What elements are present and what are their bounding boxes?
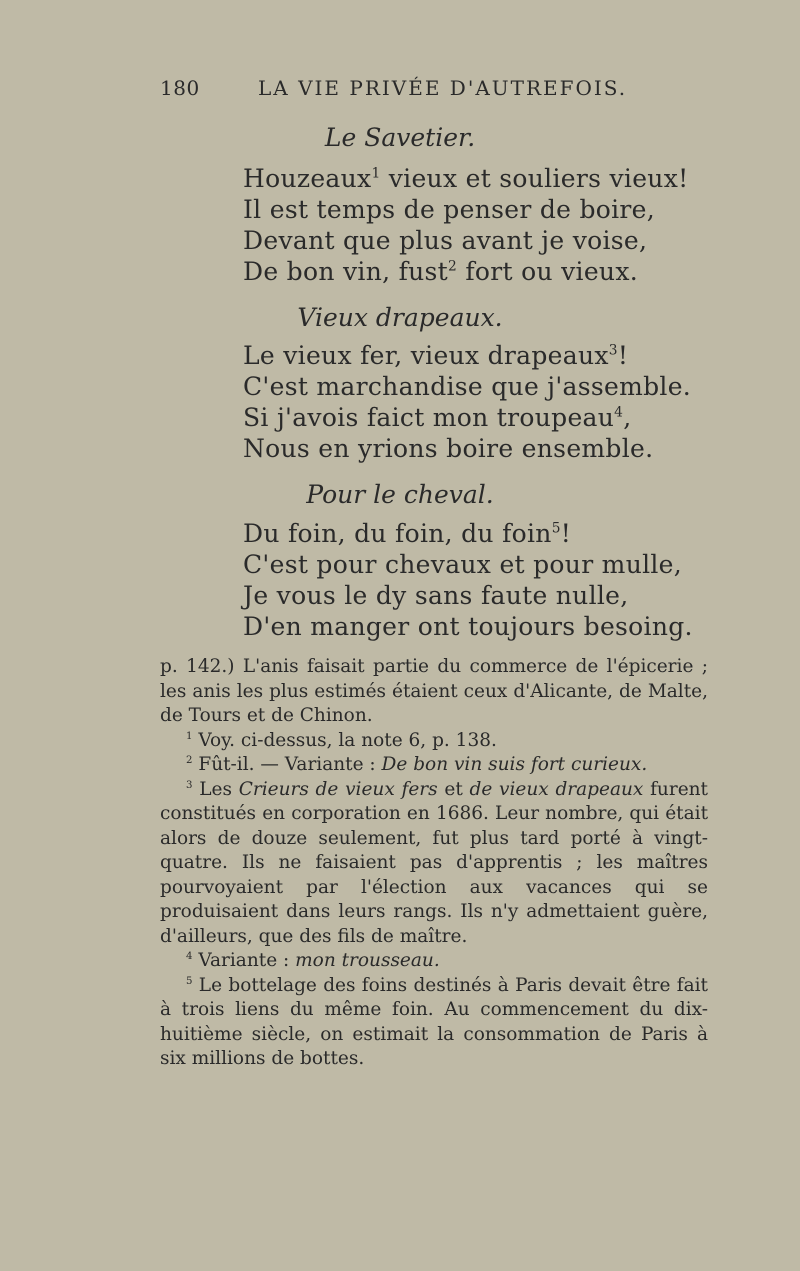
verse-line: Je vous le dy sans faute nulle, [243,581,629,610]
verse-line: De bon vin, fust$^2$ fort ou vieux. [243,257,638,286]
verse-line: C'est pour chevaux et pour mulle, [243,550,683,579]
verse-line: Du foin, du foin, du foin$^5$! [243,519,572,548]
footnote-3: $^3$ Les Crieurs de vieux fers et de vieux drapeaux furent constitués en corporation en 1686. Leur nombre, qui était alors de douze seulement, fut plus tard porté à vingt-quatre. Ils ne faisaient pas d'apprentis ; les maîtres pourvoyaient par l'élection aux vacances qui se produisaient dans leurs rangs. Ils n'y admettaient guère, d'ailleurs, que des fils de maître. [160,778,708,947]
footnote-2: $^2$ Fût-il. — Variante : De bon vin suis fort curieux. [186,754,648,775]
verse-line: Si j'avois faict mon troupeau$^4$, [243,403,632,432]
footnote-4: $^4$ Variante : mon trousseau. [186,950,440,971]
poem-title-savetier: Le Savetier. [324,123,476,152]
page-header [160,76,720,100]
poem-title-vieux-drapeaux: Vieux drapeaux. [297,303,503,332]
verse-line: Il est temps de penser de boire, [243,195,656,224]
verse-line: Nous en yrions boire ensemble. [243,434,654,463]
verse-line: Devant que plus avant je voise, [243,226,648,255]
running-title: LA VIE PRIVÉE D'AUTREFOIS. [258,76,628,100]
verse-line: Houzeaux$^1$ vieux et souliers vieux! [243,164,689,193]
footnote-continuation: p. 142.) L'anis faisait partie du commerce de l'épicerie ; les anis les plus estimés étaient ceux d'Alicante, de Malte, de Tours et de Chinon. [160,656,708,726]
verse-line: C'est marchandise que j'assemble. [243,372,692,401]
footnotes [160,655,708,1072]
footnote-1: $^1$ Voy. ci-dessus, la note 6, p. 138. [186,729,497,751]
verse-line: D'en manger ont toujours besoing. [243,612,693,641]
verse-line: Le vieux fer, vieux drapeaux$^3$! [243,341,629,370]
poem-title-pour-le-cheval: Pour le cheval. [306,480,494,509]
footnote-5: $^5$ Le bottelage des foins destinés à Paris devait être fait à trois liens du même foin. Au commencement du dix-huitième siècle, on estimait la consommation de Paris à six millions de bottes. [160,974,708,1069]
page-number: 180 [160,76,200,100]
